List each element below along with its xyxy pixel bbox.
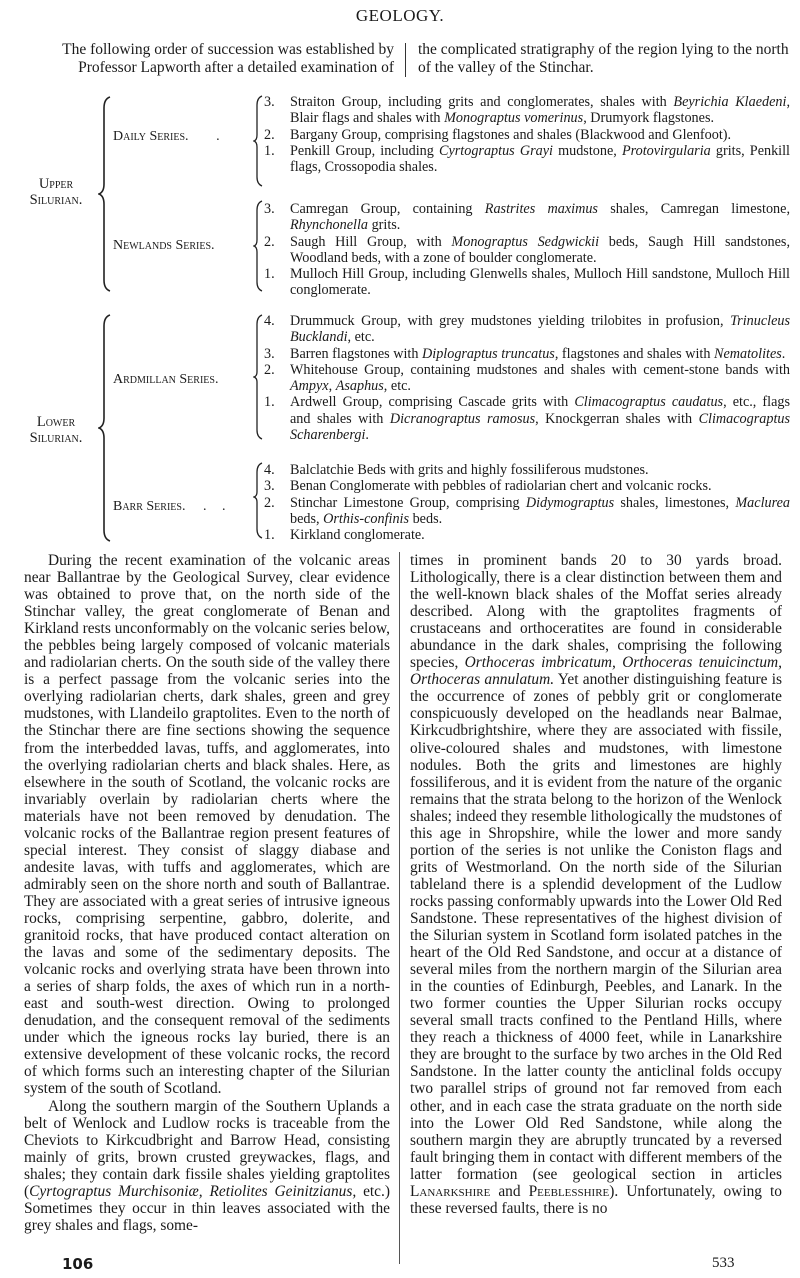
- list-item: 1. Ardwell Group, comprising Cascade grits with Climacograptus caudatus, etc., flags and shales with Dicranograptus ramosus, Knockgerran shales with Climacograptus Scharenbergi.: [264, 394, 790, 444]
- list-item: 1. Mulloch Hill Group, including Glenwells shales, Mulloch Hill sandstone, Mulloch Hill conglomerate.: [264, 266, 790, 299]
- brace-daily-series: [253, 95, 263, 187]
- left-column: [24, 552, 390, 1234]
- paragraph: Along the southern margin of the Southern Uplands a belt of Wenlock and Ludlow rocks is traceable from the Cheviots to Kirkcudbright and Barrow Head, consisting mainly of grits, brown crusted greywackes, flags, and shales; they contain dark fissile shales yielding graptolites (Cyrtograptus Murchisoniæ, Retiolites Geinitzianus, etc.) Sometimes they occur in thin leaves associated with the grey shales and flags, some-: [24, 1097, 390, 1234]
- era-label-line: Silurian.: [29, 430, 83, 446]
- brace-ardmillan-series: [253, 314, 263, 440]
- list-item: 3. Straiton Group, including grits and conglomerates, shales with Beyrichia Klaedeni, Blair flags and shales with Monograptus vomerinus, Drumyork flagstones.: [264, 94, 790, 127]
- brace-lower-silurian: [98, 314, 112, 542]
- list-item: 4. Balclatchie Beds with grits and highly fossiliferous mudstones.: [264, 462, 649, 478]
- list-item: 3. Benan Conglomerate with pebbles of radiolarian chert and volcanic rocks.: [264, 478, 712, 495]
- series-label-barr: [113, 499, 231, 515]
- intro-left-text: The following order of succession was established by Professor Lapworth after a detailed examination of: [62, 41, 394, 76]
- list-item: 2. Whitehouse Group, containing mudstones and shales with cement-stone bands with Ampyx, Asaphus, etc.: [264, 361, 790, 395]
- paragraph: times in prominent bands 20 to 30 yards broad. Lithologically, there is a clear distinction between them and the well-known black shales of the Moffat series already described. Along with the graptolites fragments of crustaceans and orthoceratites are found in considerable abundance in the dark shales, comprising the following species, Orthoceras imbricatum, Orthoceras tenuicinctum, Orthoceras annulatum. Yet another distinguishing feature is the occurrence of zones of pebbly grit or conglomerate conspicuously developed on the headlands near Balmae, Kirkcudbrightshire, where they are associated with fissile, olive-coloured shales and mudstones, with limestone nodules. Both the grits and limestones are highly fossiliferous, and it is evident from the nature of the organic remains that the strata belong to the horizon of the Wenlock shales; indeed they resemble lithologically the mudstones of this age in Shropshire, while the lower and more sandy portion of the series is not unlike the Coniston flags and grits of Westmorland. On the north side of the Silurian tableland there is a splendid development of the Ludlow rocks passing conformably upwards into the Lower Old Red Sandstone. These representatives of the highest division of the Silurian system in Scotland form isolated patches in the heart of the Old Red Sandstone, and occur at a distance of several miles from the northern margin of the Silurian area in the counties of Edinburgh, Peebles, and Lanark. In the two former counties the Upper Silurian rocks occupy several small tracts confined to the Pentland Hills, where they reach a thickness of 4000 feet, while in Lanarkshire they are brought to the surface by two arches in the Old Red Sandstone. In the latter county the anticlinal folds occupy two parallel strips of ground not far removed from each other, and in each case the strata graduate on the north side into the Lower Old Red Sandstone, while along the southern margin they are abruptly truncated by a reversed fault bringing them in contact with different members of the latter formation (see geological section in articles Lanarkshire and Peeblesshire). Unfortunately, owing to these reversed faults, there is no: [410, 552, 782, 1217]
- page-number-left: 106: [62, 1255, 94, 1273]
- series-label-ardmillan: [113, 372, 218, 388]
- dot-leader: .: [216, 129, 220, 144]
- list-item: 1. Kirkland conglomerate.: [264, 527, 425, 544]
- brace-newlands-series: [253, 200, 263, 292]
- daily-series-items: [264, 94, 790, 175]
- era-label-line: Upper: [38, 176, 74, 192]
- paragraph: During the recent examination of the volcanic areas near Ballantrae by the Geological Survey, clear evidence was obtained to prove that, on the north side of the Stinchar valley, the great conglomerate of Benan and Kirkland rests unconformably on the volcanic series below, the pebbles being largely composed of volcanic materials and radiolarian cherts. On the south side of the valley there is a perfect passage from the volcanic series into the overlying radiolarian cherts, dark shales, green and grey mudstones, with Llandeilo graptolites. Even to the north of the Stinchar there are fine sections showing the sequence from the interbedded lavas, tuffs, and agglomerates, into the overlying radiolarian cherts and black shales. Here, as elsewhere in the south of Scotland, the volcanic rocks are invariably overlain by radiolarian cherts where the materials have not been removed by denudation. The volcanic rocks of the Ballantrae region present features of special interest. They consist of slaggy diabase and andesite lavas, with tuffs and agglomerates, which are admirably seen on the shore north and south of Ballantrae. They are associated with a great series of intrusive igneous rocks, comprising serpentine, gabbro, dolerite, and granitoid rocks, that have produced contact alteration on the lavas and some of the sedimentary deposits. The volcanic rocks and overlying strata have been thrown into a series of sharp folds, the axes of which run in a north-east and south-west direction. Owing to prolonged denudation, and the consequent removal of the sediments under which the igneous rocks lay buried, there is an extensive development of these volcanic rocks, the record of which forms such an interesting chapter of the Silurian system of the south of Scotland.: [24, 552, 390, 1098]
- series-name: Barr Series.: [113, 499, 186, 514]
- right-column: [410, 552, 782, 1217]
- series-label-daily: [113, 129, 220, 145]
- newlands-series-items: [264, 201, 790, 299]
- era-label-line: Silurian.: [29, 192, 83, 208]
- page-number-right: 533: [712, 1255, 735, 1271]
- series-name: Ardmillan Series.: [113, 372, 219, 387]
- list-item: 2. Bargany Group, comprising flagstones and shales (Blackwood and Glenfoot).: [264, 126, 732, 143]
- ardmillan-series-items: [264, 313, 790, 443]
- era-label-lower-silurian: [18, 414, 94, 446]
- list-item: 3. Camregan Group, containing Rastrites maximus shales, Camregan limestone, Rhynchonella grits.: [264, 201, 790, 234]
- list-item: 1. Penkill Group, including Cyrtograptus Grayi mudstone, Protovirgularia grits, Penkill flags, Crossopodia shales.: [264, 142, 790, 176]
- series-label-newlands: [113, 238, 215, 254]
- list-item: 2. Saugh Hill Group, with Monograptus Sedgwickii beds, Saugh Hill sandstones, Woodland beds, with a zone of boulder conglomerate.: [264, 233, 791, 266]
- dot-leader: . .: [202, 499, 232, 514]
- brace-upper-silurian: [98, 96, 112, 292]
- intro-right-text: the complicated stratigraphy of the region lying to the north of the valley of the Stinchar.: [418, 41, 789, 76]
- column-rule: [399, 552, 400, 1264]
- barr-series-items: [264, 462, 790, 543]
- page-title: GEOLOGY.: [355, 6, 445, 25]
- list-item: 2. Stinchar Limestone Group, comprising Didymograptus shales, limestones, Maclurea beds, Orthis-confinis beds.: [264, 494, 790, 527]
- list-item: 3. Barren flagstones with Diplograptus truncatus, flagstones and shales with Nematolites.: [264, 345, 786, 362]
- series-name: Newlands Series.: [113, 238, 215, 253]
- series-name: Daily Series.: [113, 129, 189, 144]
- brace-barr-series: [253, 462, 263, 539]
- intro-column-rule: [405, 43, 406, 77]
- list-item: 4. Drummuck Group, with grey mudstones yielding trilobites in profusion, Trinucleus Bucklandi, etc.: [264, 313, 790, 346]
- era-label-line: Lower: [36, 414, 76, 430]
- era-label-upper-silurian: [18, 176, 94, 208]
